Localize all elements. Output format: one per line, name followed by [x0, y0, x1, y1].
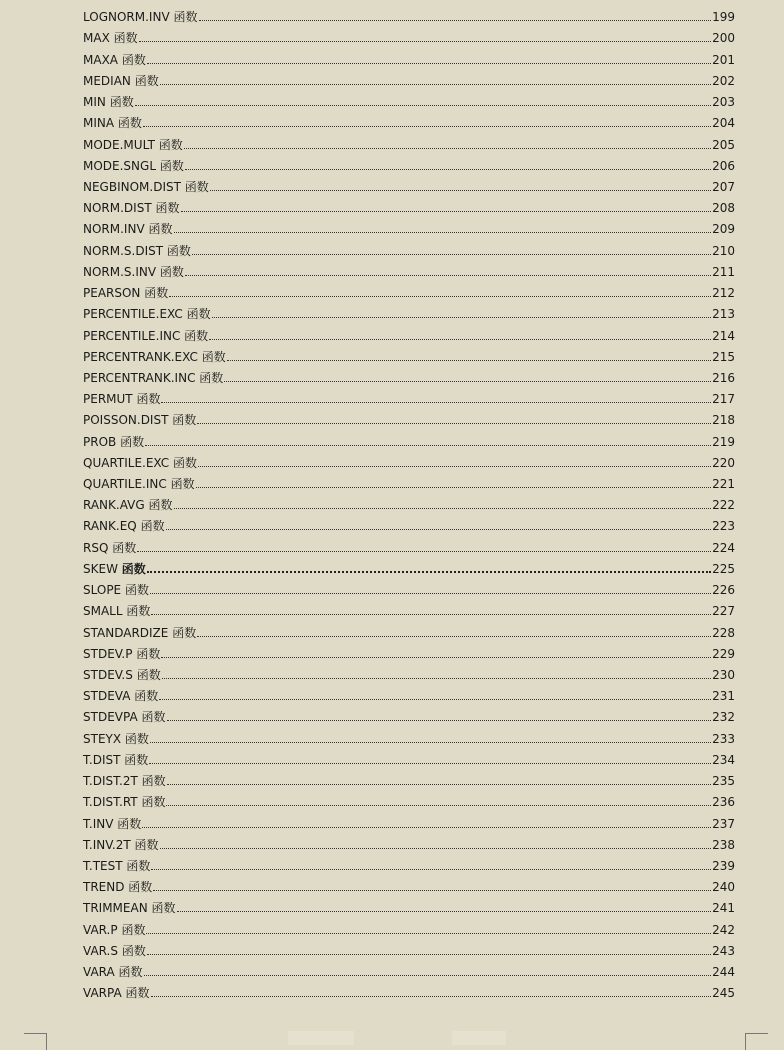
toc-page-number: 211: [712, 264, 735, 279]
toc-entry-function-name: SKEW: [83, 561, 118, 576]
toc-entry[interactable]: [83, 236, 735, 257]
toc-entry-suffix: 函数: [151, 901, 176, 916]
table-of-contents: [83, 3, 735, 1000]
toc-entry-title: [83, 201, 181, 215]
toc-entry-title: [83, 95, 135, 109]
toc-entry-title: [83, 541, 137, 555]
toc-entry-title: [83, 307, 212, 321]
toc-entry-suffix: 函数: [173, 10, 198, 25]
toc-entry-function-name: STDEV.S: [83, 668, 133, 682]
toc-entry-suffix: 函数: [173, 455, 198, 470]
toc-entry[interactable]: [83, 682, 735, 703]
toc-page-number: 244: [712, 965, 735, 980]
toc-dot-leader: [150, 593, 711, 594]
toc-entry[interactable]: [83, 788, 735, 809]
toc-page-number: 209: [712, 222, 735, 237]
toc-entry-suffix: 函数: [186, 307, 211, 322]
toc-dot-leader: [197, 423, 711, 424]
toc-dot-leader: [151, 869, 711, 870]
toc-page-number: 243: [712, 943, 735, 958]
toc-entry[interactable]: [83, 279, 735, 300]
toc-entry-suffix: 函数: [124, 583, 149, 598]
toc-entry-suffix: 函数: [126, 858, 151, 873]
toc-entry-function-name: PERCENTRANK.INC: [83, 370, 196, 385]
toc-page-number: 225: [712, 561, 735, 576]
toc-entry-title: [83, 498, 174, 512]
toc-page-number: 233: [712, 731, 735, 746]
toc-entry[interactable]: [83, 937, 735, 958]
toc-entry-title: [83, 689, 159, 703]
toc-entry-suffix: 函数: [158, 137, 183, 152]
toc-entry-function-name: SLOPE: [83, 583, 122, 598]
toc-page-number: 220: [712, 455, 735, 470]
toc-entry-function-name: MAXA: [83, 52, 118, 67]
toc-dot-leader: [144, 975, 712, 976]
toc-dot-leader: [161, 657, 711, 658]
toc-entry-suffix: 函数: [172, 625, 197, 640]
toc-entry-title: [83, 604, 151, 618]
toc-entry-suffix: 函数: [126, 604, 151, 619]
toc-entry[interactable]: [83, 130, 735, 151]
toc-entry-suffix: 函数: [118, 965, 143, 980]
toc-page-number: 224: [712, 540, 735, 555]
toc-entry[interactable]: [83, 109, 735, 130]
toc-entry-title: [83, 774, 167, 788]
toc-dot-leader: [161, 402, 711, 403]
toc-dot-leader: [192, 254, 711, 255]
toc-entry-suffix: 函数: [144, 286, 169, 301]
toc-entry-title: [83, 732, 150, 746]
toc-dot-leader: [197, 636, 711, 637]
toc-entry[interactable]: [83, 555, 735, 576]
toc-dot-leader: [153, 890, 711, 891]
toc-entry-function-name: RANK.AVG: [83, 498, 145, 513]
toc-entry-function-name: SMALL: [83, 604, 123, 619]
toc-entry[interactable]: [83, 45, 735, 66]
toc-dot-leader: [162, 678, 711, 679]
toc-entry[interactable]: [83, 809, 735, 830]
toc-dot-leader: [166, 805, 711, 806]
toc-entry-suffix: 函数: [148, 498, 173, 513]
toc-entry-title: [83, 923, 146, 937]
toc-entry[interactable]: [83, 300, 735, 321]
toc-entry[interactable]: [83, 703, 735, 724]
toc-entry-suffix: 函数: [124, 731, 149, 746]
toc-entry[interactable]: [83, 3, 735, 24]
toc-dot-leader: [143, 126, 711, 127]
toc-dot-leader: [150, 742, 711, 743]
toc-entry-title: [83, 413, 197, 427]
toc-page-number: 234: [712, 752, 735, 767]
toc-entry-title: [83, 562, 147, 576]
toc-entry[interactable]: [83, 767, 735, 788]
toc-entry[interactable]: [83, 427, 735, 448]
toc-entry-suffix: 函数: [199, 370, 224, 385]
toc-entry-function-name: MODE.MULT: [83, 137, 155, 152]
toc-dot-leader: [184, 148, 711, 149]
toc-entry-title: [83, 116, 143, 130]
toc-entry[interactable]: [83, 894, 735, 915]
toc-page-number: 203: [712, 95, 735, 110]
toc-entry-suffix: 函数: [184, 328, 209, 343]
toc-entry-function-name: RANK.EQ: [83, 519, 137, 534]
toc-entry[interactable]: [83, 746, 735, 767]
toc-page-number: 202: [712, 73, 735, 88]
toc-dot-leader: [147, 63, 711, 64]
toc-entry-title: [83, 74, 160, 88]
toc-entry-title: [83, 901, 177, 915]
toc-dot-leader: [151, 996, 712, 997]
toc-entry-suffix: 函数: [201, 349, 226, 364]
toc-dot-leader: [212, 317, 711, 318]
toc-entry-suffix: 函数: [134, 837, 159, 852]
toc-page-number: 231: [712, 689, 735, 704]
toc-entry-function-name: T.DIST.RT: [83, 795, 138, 810]
toc-entry[interactable]: [83, 173, 735, 194]
toc-dot-leader: [160, 84, 711, 85]
toc-entry-title: [83, 31, 139, 45]
toc-entry[interactable]: [83, 915, 735, 936]
toc-page-number: 210: [712, 243, 735, 258]
toc-entry-function-name: STDEVA: [83, 689, 131, 704]
toc-dot-leader: [137, 551, 711, 552]
toc-entry-suffix: 函数: [117, 816, 142, 831]
toc-dot-leader: [147, 571, 711, 573]
toc-entry-function-name: NORM.S.DIST: [83, 243, 164, 258]
toc-entry-function-name: STDEV.P: [83, 646, 133, 661]
toc-entry-suffix: 函数: [117, 116, 142, 131]
toc-entry-suffix: 函数: [159, 158, 184, 173]
toc-entry-function-name: VARA: [83, 965, 115, 980]
toc-entry-suffix: 函数: [136, 392, 161, 407]
toc-page-number: 199: [712, 10, 735, 25]
toc-page-number: 201: [712, 52, 735, 67]
toc-entry-title: [83, 222, 174, 236]
toc-dot-leader: [159, 699, 711, 700]
toc-page-number: 240: [712, 880, 735, 895]
toc-entry-function-name: T.TEST: [83, 858, 123, 873]
toc-entry[interactable]: [83, 979, 735, 1000]
toc-entry-suffix: 函数: [159, 264, 184, 279]
toc-entry-suffix: 函数: [120, 434, 145, 449]
toc-entry-function-name: NORM.S.INV: [83, 264, 157, 279]
toc-entry-suffix: 函数: [136, 668, 161, 682]
toc-page-number: 204: [712, 116, 735, 131]
toc-entry[interactable]: [83, 194, 735, 215]
toc-entry-suffix: 函数: [170, 477, 195, 492]
toc-entry-function-name: MAX: [83, 31, 110, 46]
toc-entry-title: [83, 456, 198, 470]
toc-entry[interactable]: [83, 67, 735, 88]
toc-entry-function-name: NORM.INV: [83, 222, 145, 237]
toc-dot-leader: [174, 508, 712, 509]
toc-entry[interactable]: [83, 24, 735, 45]
toc-page-number: 214: [712, 328, 735, 343]
toc-entry-title: [83, 838, 160, 852]
toc-entry-suffix: 函数: [109, 95, 134, 110]
toc-entry[interactable]: [83, 258, 735, 279]
toc-dot-leader: [177, 911, 712, 912]
toc-dot-leader: [196, 487, 712, 488]
toc-page-number: 207: [712, 179, 735, 194]
toc-entry-suffix: 函数: [136, 646, 161, 661]
toc-page-number: 216: [712, 370, 735, 385]
toc-entry-function-name: NEGBINOM.DIST: [83, 179, 181, 194]
toc-entry[interactable]: [83, 449, 735, 470]
toc-entry-function-name: STEYX: [83, 731, 122, 746]
toc-entry-title: [83, 986, 151, 1000]
toc-page-number: 223: [712, 519, 735, 534]
crop-mark-bottom-left: [24, 1033, 47, 1050]
toc-page-number: 228: [712, 625, 735, 640]
toc-entry-title: [83, 138, 184, 152]
toc-dot-leader: [199, 20, 712, 21]
toc-entry-suffix: 函数: [121, 52, 146, 67]
toc-entry-title: [83, 371, 224, 385]
toc-dot-leader: [227, 360, 711, 361]
toc-entry-suffix: 函数: [121, 943, 146, 958]
toc-entry[interactable]: [83, 321, 735, 342]
toc-dot-leader: [166, 529, 712, 530]
toc-entry-suffix: 函数: [148, 222, 173, 237]
toc-dot-leader: [169, 296, 711, 297]
toc-dot-leader: [224, 381, 711, 382]
toc-entry-title: [83, 710, 167, 724]
toc-entry[interactable]: [83, 873, 735, 894]
toc-entry-suffix: 函数: [121, 922, 146, 937]
toc-entry-title: [83, 329, 209, 343]
toc-entry[interactable]: [83, 597, 735, 618]
toc-entry-title: [83, 477, 196, 491]
toc-page-number: 208: [712, 201, 735, 216]
toc-dot-leader: [145, 445, 711, 446]
toc-page-number: 237: [712, 816, 735, 831]
toc-entry-title: [83, 668, 162, 682]
toc-entry[interactable]: [83, 661, 735, 682]
toc-entry-function-name: PERCENTILE.INC: [83, 328, 181, 343]
toc-entry-function-name: PERMUT: [83, 392, 133, 407]
toc-page-number: 217: [712, 392, 735, 407]
footer-faded-text: [452, 1031, 506, 1045]
toc-entry-title: [83, 817, 142, 831]
toc-entry-function-name: MODE.SNGL: [83, 158, 157, 173]
toc-page-number: 241: [712, 901, 735, 916]
toc-entry-title: [83, 159, 185, 173]
toc-entry-function-name: T.DIST.2T: [83, 774, 138, 789]
toc-entry-title: [83, 965, 144, 979]
toc-entry[interactable]: [83, 491, 735, 512]
toc-entry-function-name: VAR.S: [83, 943, 118, 958]
toc-entry-suffix: 函数: [128, 880, 153, 895]
toc-entry-function-name: PERCENTILE.EXC: [83, 307, 183, 322]
toc-dot-leader: [198, 466, 711, 467]
toc-entry-function-name: T.INV: [83, 816, 114, 831]
toc-dot-leader: [135, 105, 711, 106]
toc-dot-leader: [149, 763, 711, 764]
toc-entry-function-name: STDEVPA: [83, 710, 138, 725]
toc-entry[interactable]: [83, 618, 735, 639]
toc-entry[interactable]: [83, 470, 735, 491]
toc-entry-suffix: 函数: [141, 795, 166, 810]
toc-entry-title: [83, 392, 161, 406]
toc-entry-title: [83, 244, 192, 258]
toc-entry-function-name: MINA: [83, 116, 115, 131]
toc-entry-suffix: 函数: [172, 413, 197, 428]
toc-entry-suffix: 函数: [141, 774, 166, 789]
toc-entry[interactable]: [83, 852, 735, 873]
toc-page-number: 245: [712, 986, 735, 1001]
toc-page-number: 239: [712, 858, 735, 873]
toc-page-number: 215: [712, 349, 735, 364]
toc-entry-suffix: 函数: [134, 73, 159, 88]
toc-entry-suffix: 函数: [113, 31, 138, 46]
toc-page-number: 222: [712, 498, 735, 513]
toc-entry-title: [83, 350, 227, 364]
toc-dot-leader: [209, 339, 711, 340]
toc-entry-suffix: 函数: [125, 986, 150, 1001]
toc-dot-leader: [139, 41, 711, 42]
toc-page-number: 229: [712, 646, 735, 661]
toc-entry-function-name: POISSON.DIST: [83, 413, 169, 428]
toc-entry-title: [83, 880, 153, 894]
toc-entry-function-name: T.DIST: [83, 752, 121, 767]
toc-entry-title: [83, 795, 166, 809]
toc-entry[interactable]: [83, 512, 735, 533]
toc-dot-leader: [146, 933, 711, 934]
toc-entry[interactable]: [83, 152, 735, 173]
toc-dot-leader: [185, 169, 711, 170]
toc-entry-title: [83, 10, 199, 24]
toc-entry-function-name: PEARSON: [83, 286, 141, 301]
toc-entry-suffix: 函数: [121, 561, 146, 576]
toc-entry[interactable]: [83, 958, 735, 979]
toc-dot-leader: [160, 848, 712, 849]
toc-entry-title: [83, 435, 145, 449]
toc-entry-function-name: MIN: [83, 95, 106, 110]
toc-entry-title: [83, 647, 161, 661]
toc-entry-title: [83, 286, 169, 300]
toc-entry[interactable]: [83, 640, 735, 661]
toc-entry-title: [83, 583, 150, 597]
toc-entry-function-name: PROB: [83, 434, 117, 449]
toc-entry[interactable]: [83, 533, 735, 554]
toc-dot-leader: [167, 784, 711, 785]
toc-entry-function-name: QUARTILE.EXC: [83, 455, 170, 470]
toc-entry[interactable]: [83, 215, 735, 236]
toc-page-number: 226: [712, 583, 735, 598]
toc-entry-function-name: TREND: [83, 880, 125, 895]
toc-entry-function-name: TRIMMEAN: [83, 901, 148, 916]
toc-page-number: 205: [712, 137, 735, 152]
toc-entry[interactable]: [83, 364, 735, 385]
toc-entry-title: [83, 859, 151, 873]
toc-dot-leader: [185, 275, 711, 276]
toc-dot-leader: [181, 211, 712, 212]
toc-entry-function-name: NORM.DIST: [83, 201, 152, 216]
toc-page-number: 227: [712, 604, 735, 619]
toc-page-number: 218: [712, 413, 735, 428]
toc-entry-suffix: 函数: [134, 689, 159, 704]
toc-entry-function-name: VARPA: [83, 986, 122, 1001]
toc-dot-leader: [167, 720, 712, 721]
toc-dot-leader: [147, 954, 711, 955]
toc-entry[interactable]: [83, 576, 735, 597]
toc-dot-leader: [151, 614, 711, 615]
toc-entry-suffix: 函数: [112, 540, 137, 555]
toc-entry[interactable]: [83, 831, 735, 852]
toc-entry-title: [83, 944, 147, 958]
toc-page-number: 236: [712, 795, 735, 810]
toc-entry-suffix: 函数: [140, 519, 165, 534]
toc-entry-function-name: T.INV.2T: [83, 837, 131, 852]
toc-dot-leader: [142, 827, 711, 828]
toc-page-number: 213: [712, 307, 735, 322]
toc-page-number: 238: [712, 837, 735, 852]
toc-entry-title: [83, 626, 197, 640]
toc-entry-function-name: VAR.P: [83, 922, 118, 937]
toc-entry-function-name: PERCENTRANK.EXC: [83, 349, 198, 364]
toc-entry-function-name: RSQ: [83, 540, 109, 555]
toc-entry[interactable]: [83, 88, 735, 109]
toc-page-number: 235: [712, 774, 735, 789]
toc-entry-title: [83, 753, 149, 767]
toc-page-number: 242: [712, 922, 735, 937]
toc-entry-title: [83, 180, 210, 194]
toc-entry-title: [83, 265, 185, 279]
toc-page-number: 221: [712, 477, 735, 492]
footer-faded-text: [288, 1031, 354, 1045]
toc-entry-title: [83, 519, 166, 533]
toc-entry[interactable]: [83, 343, 735, 364]
toc-entry-suffix: 函数: [155, 201, 180, 216]
toc-page-number: 230: [712, 668, 735, 682]
toc-entry-suffix: 函数: [141, 710, 166, 725]
toc-dot-leader: [210, 190, 711, 191]
toc-page-number: 219: [712, 434, 735, 449]
toc-entry-suffix: 函数: [166, 243, 191, 258]
toc-entry-title: [83, 53, 147, 67]
toc-page-number: 206: [712, 158, 735, 173]
toc-entry[interactable]: [83, 724, 735, 745]
toc-dot-leader: [174, 232, 712, 233]
crop-mark-bottom-right: [745, 1033, 768, 1050]
toc-entry-function-name: STANDARDIZE: [83, 625, 169, 640]
toc-page-number: 232: [712, 710, 735, 725]
toc-entry-suffix: 函数: [124, 752, 149, 767]
toc-entry[interactable]: [83, 385, 735, 406]
toc-page-number: 200: [712, 31, 735, 46]
toc-entry-function-name: QUARTILE.INC: [83, 477, 167, 492]
toc-entry-function-name: LOGNORM.INV: [83, 10, 170, 25]
toc-entry-function-name: MEDIAN: [83, 73, 131, 88]
toc-entry[interactable]: [83, 406, 735, 427]
toc-page-number: 212: [712, 286, 735, 301]
toc-entry-suffix: 函数: [184, 179, 209, 194]
